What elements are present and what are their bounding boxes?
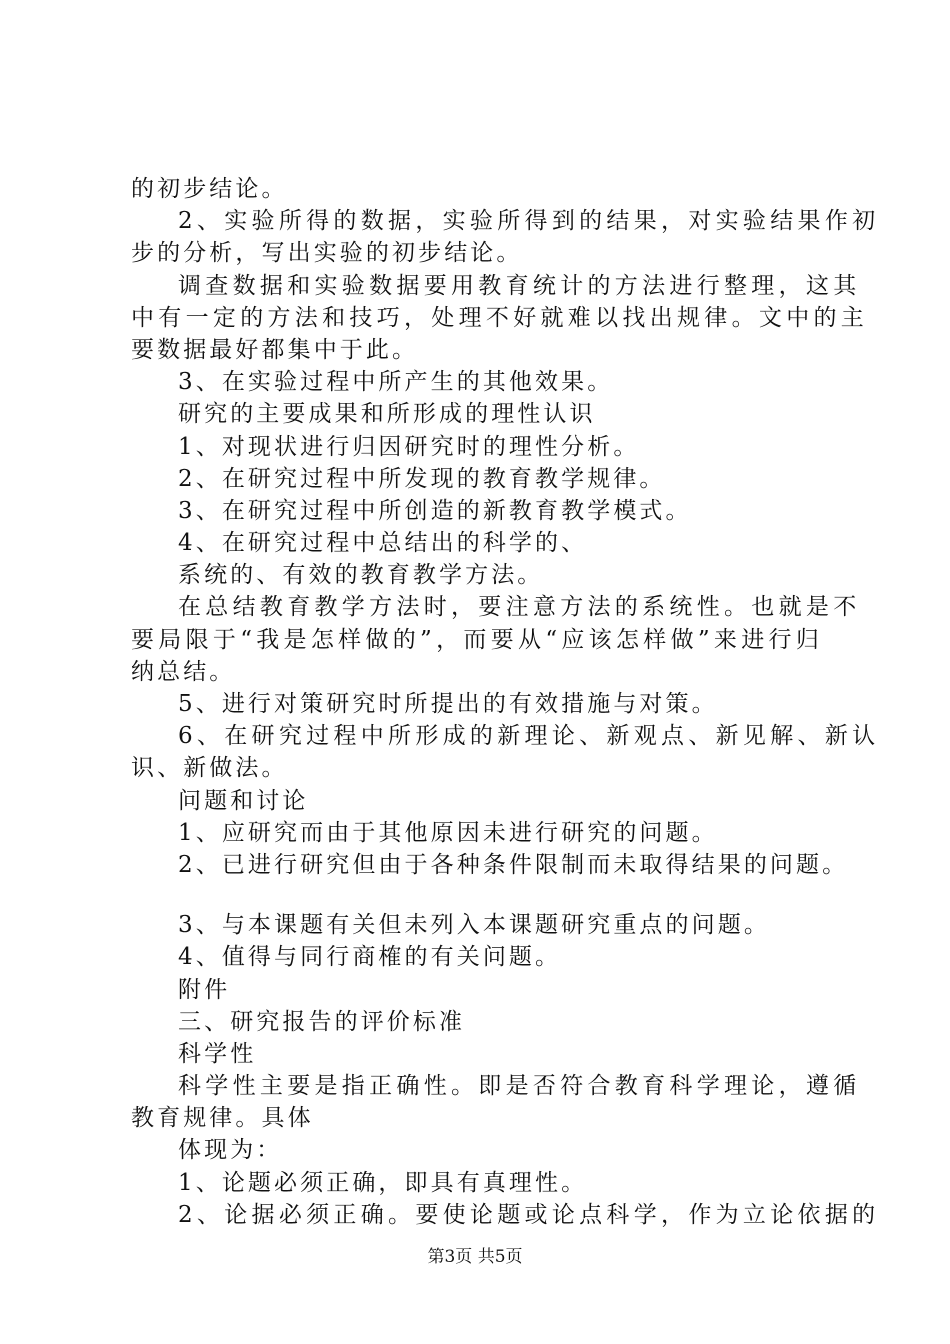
text-line: 4、在研究过程中总结出的科学的、 [178,530,588,557]
text-line: 中有一定的方法和技巧，处理不好就难以找出规律。文中的主 [131,304,869,331]
text-line: 体现为： [178,1137,283,1164]
text-line: 1、论题必须正确，即具有真理性。 [178,1169,588,1196]
section-heading: 附件 [178,976,231,1003]
text-line: 识、新做法。 [131,755,288,782]
document-body [131,173,880,1231]
section-heading: 三、研究报告的评价标准 [178,1008,466,1035]
section-heading: 研究的主要成果和所形成的理性认识 [178,401,596,428]
text-line: 2、在研究过程中所发现的教育教学规律。 [178,465,666,492]
text-line: 步的分析，写出实验的初步结论。 [131,240,523,267]
text-line: 4、值得与同行商榷的有关问题。 [178,944,562,971]
text-line: 2、实验所得的数据，实验所得到的结果，对实验结果作初 [178,208,880,235]
text-line: 在总结教育教学方法时，要注意方法的系统性。也就是不 [178,594,861,621]
text-line: 2、已进行研究但由于各种条件限制而未取得结果的问题。 [178,851,849,878]
text-line: 6、在研究过程中所形成的新理论、新观点、新见解、新认 [178,723,880,750]
text-line: 的初步结论。 [131,176,288,202]
blank-line [131,881,831,909]
section-heading: 问题和讨论 [178,787,309,814]
page-number-footer: 第3页 共5页 [427,1247,523,1267]
text-line: 3、与本课题有关但未列入本课题研究重点的问题。 [178,912,770,939]
section-heading: 科学性 [178,1040,257,1067]
text-line: 要数据最好都集中于此。 [131,336,419,363]
text-line: 纳总结。 [131,658,236,685]
text-line: 3、在实验过程中所产生的其他效果。 [178,369,614,396]
text-line: 教育规律。具体 [131,1105,314,1132]
text-line: 要局限于“我是怎样做的”，而要从“应该怎样做”来进行归 [131,626,824,653]
text-line: 系统的、有效的教育教学方法。 [178,562,544,589]
text-line: 5、进行对策研究时所提出的有效措施与对策。 [178,691,718,717]
text-line: 调查数据和实验数据要用教育统计的方法进行整理，这其 [178,272,861,299]
text-line: 科学性主要是指正确性。即是否符合教育科学理论，遵循 [178,1073,861,1100]
text-line: 1、应研究而由于其他原因未进行研究的问题。 [178,819,718,846]
text-line: 3、在研究过程中所创造的新教育教学模式。 [178,497,692,524]
text-line: 1、对现状进行归因研究时的理性分析。 [178,433,640,460]
text-line: 2、论据必须正确。要使论题或论点科学，作为立论依据的 [178,1201,880,1228]
